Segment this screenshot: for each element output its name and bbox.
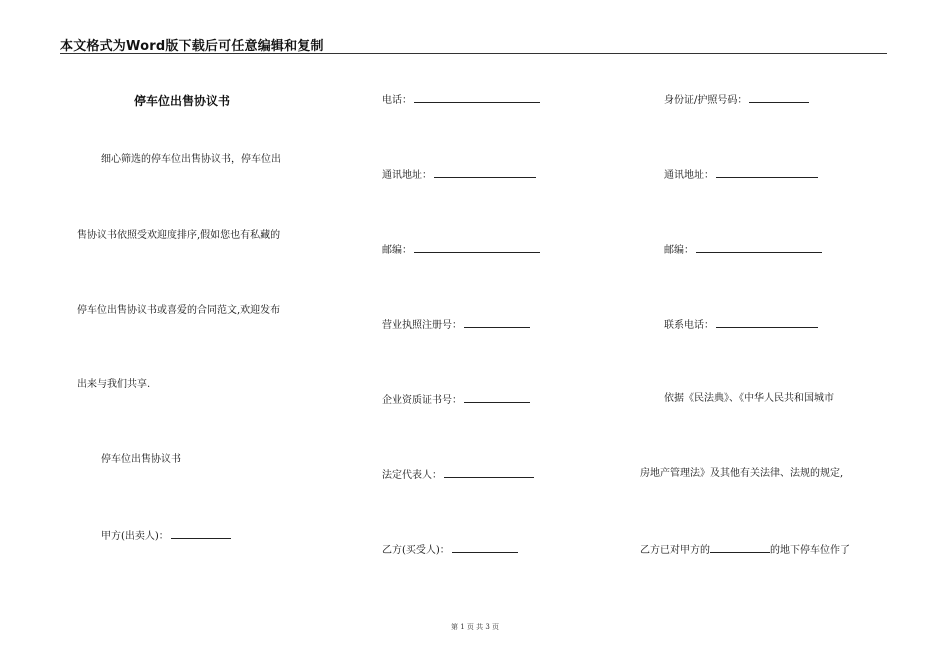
postcode-label-b: 邮编： bbox=[664, 245, 694, 256]
address-label-b: 通讯地址： bbox=[664, 170, 714, 181]
basis-line-3-suffix: 的地下停车位作了 bbox=[770, 545, 850, 556]
intro-line-3: 停车位出售协议书或喜爱的合同范文,欢迎发布 bbox=[77, 305, 281, 316]
legal-rep-label: 法定代表人： bbox=[382, 470, 442, 481]
party-b-label: 乙方(买受人)： bbox=[382, 545, 450, 556]
license-blank bbox=[464, 317, 530, 328]
parking-space-blank bbox=[710, 542, 770, 553]
basis-line-2: 房地产管理法》及其他有关法律、法规的规定, bbox=[640, 468, 844, 479]
party-a-field bbox=[101, 528, 231, 544]
address-blank-b bbox=[716, 167, 818, 178]
id-label: 身份证/护照号码： bbox=[664, 95, 748, 106]
basis-line-3-prefix: 乙方已对甲方的 bbox=[640, 545, 710, 556]
address-label: 通讯地址： bbox=[382, 170, 432, 181]
column-3 bbox=[610, 0, 910, 672]
column-1 bbox=[0, 0, 330, 672]
subtitle: 停车位出售协议书 bbox=[101, 454, 181, 465]
postcode-blank bbox=[414, 242, 540, 253]
header-text: 本文格式为Word版下载后可任意编辑和复制 bbox=[60, 39, 324, 54]
postcode-field bbox=[382, 242, 540, 258]
intro-line-4: 出来与我们共享. bbox=[77, 379, 151, 390]
address-field bbox=[382, 167, 536, 183]
phone-label: 电话： bbox=[382, 95, 412, 106]
legal-rep-field bbox=[382, 467, 534, 483]
intro-line-2: 售协议书依照受欢迎度排序,假如您也有私藏的 bbox=[77, 230, 281, 241]
party-a-label: 甲方(出卖人)： bbox=[101, 531, 169, 542]
phone-blank bbox=[414, 92, 540, 103]
postcode-field-b bbox=[664, 242, 822, 258]
page-footer: 第 1 页 共 3 页 bbox=[450, 623, 500, 631]
qualification-blank bbox=[464, 392, 530, 403]
party-b-field bbox=[382, 542, 518, 558]
basis-line-1: 依据《民法典》、《中华人民共和国城市 bbox=[664, 393, 834, 404]
party-a-blank bbox=[171, 528, 231, 539]
basis-line-3 bbox=[640, 542, 850, 558]
address-field-b bbox=[664, 167, 818, 183]
document-title: 停车位出售协议书 bbox=[134, 94, 231, 108]
postcode-blank-b bbox=[696, 242, 822, 253]
contact-phone-blank bbox=[716, 317, 818, 328]
id-field bbox=[664, 92, 809, 108]
intro-line-1: 细心筛选的停车位出售协议书，停车位出 bbox=[101, 154, 281, 165]
legal-rep-blank bbox=[444, 467, 534, 478]
postcode-label: 邮编： bbox=[382, 245, 412, 256]
contact-phone-label: 联系电话： bbox=[664, 320, 714, 331]
qualification-field bbox=[382, 392, 530, 408]
id-blank bbox=[749, 92, 809, 103]
column-2 bbox=[330, 0, 610, 672]
address-blank bbox=[434, 167, 536, 178]
license-field bbox=[382, 317, 530, 333]
qualification-label: 企业资质证书号： bbox=[382, 395, 462, 406]
phone-field bbox=[382, 92, 540, 108]
party-b-blank bbox=[452, 542, 518, 553]
license-label: 营业执照注册号： bbox=[382, 320, 462, 331]
contact-phone-field bbox=[664, 317, 818, 333]
